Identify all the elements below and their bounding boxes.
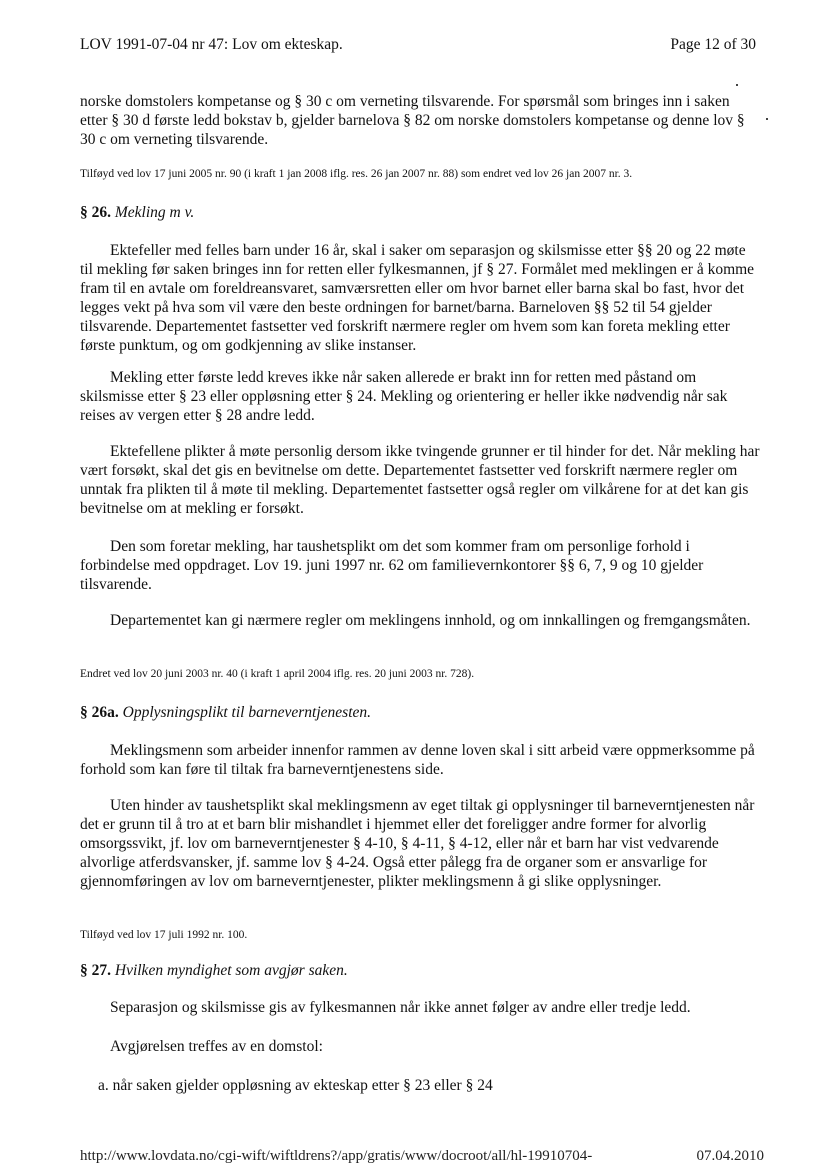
section-27-paragraph-1: Separasjon og skilsmisse gis av fylkesmannen når ikke annet følger av andre eller tredje ledd.: [110, 999, 691, 1016]
section-27-heading: [80, 962, 348, 980]
section-26-title: Mekling m v.: [114, 204, 195, 221]
section-27-paragraph-2: Avgjørelsen treffes av en domstol:: [110, 1038, 323, 1055]
amendment-note-3: Tilføyd ved lov 17 juli 1992 nr. 100.: [80, 929, 248, 941]
section-26a-paragraph-1: Meklingsmenn som arbeider innenfor rammen av denne loven skal i sitt arbeid være oppmerksomme på forhold som kan føre til tiltak fra barneverntjenestens side.: [80, 742, 755, 778]
section-26a-number: § 26a.: [80, 704, 119, 721]
footer-date: 07.04.2010: [696, 1148, 764, 1164]
paragraph-intro: norske domstolers kompetanse og § 30 c om verneting tilsvarende. For spørsmål som bringes inn i saken etter § 30 d første ledd bokstav b, gjelder barnelova § 82 om norske domstolers kompetanse og denne lov § 30 c om verneting tilsvarende.: [80, 93, 745, 148]
section-26-paragraph-3: Ektefellene plikter å møte personlig dersom ikke tvingende grunner er til hinder for det. Når mekling har vært forsøkt, skal det gis en bevitnelse om dette. Departementet fastsetter ved forskrift nærmere regler om unntak fra plikten til å møte til mekling. Departementet fastsetter også regler om vilkårene for at det kan gis bevitnelse om at mekling er forsøkt.: [80, 443, 760, 517]
list-item-a: a. når saken gjelder oppløsning av ekteskap etter § 23 eller § 24: [98, 1077, 493, 1094]
footer-url: http://www.lovdata.no/cgi-wift/wiftldrens?/app/gratis/www/docroot/all/hl-19910704-: [80, 1148, 593, 1164]
document-title: LOV 1991-07-04 nr 47: Lov om ekteskap.: [80, 36, 343, 53]
amendment-note-2: Endret ved lov 20 juni 2003 nr. 40 (i kraft 1 april 2004 iflg. res. 20 juni 2003 nr. 728).: [80, 668, 475, 680]
section-27-title: Hvilken myndighet som avgjør saken.: [114, 962, 348, 979]
section-26a-heading: [80, 704, 371, 722]
section-27-number: § 27.: [80, 962, 111, 979]
section-26-paragraph-1: Ektefeller med felles barn under 16 år, skal i saker om separasjon og skilsmisse etter §§ 20 og 22 møte til mekling før saken bringes inn for retten eller fylkesmannen, jf § 27. Formålet med meklingen er å komme fram til en avtale om foreldreansvaret, samværsretten eller om hvor barnet eller barna skal bo fast, hvor det legges vekt på hva som vil være den beste ordningen for barnet/barna. Barneloven §§ 52 til 54 gjelder tilsvarende. Departementet fastsetter ved forskrift nærmere regler om hvem som kan foreta mekling etter første punktum, og om godkjenning av slike instanser.: [80, 242, 755, 354]
section-26-paragraph-2: Mekling etter første ledd kreves ikke når saken allerede er brakt inn for retten med påstand om skilsmisse etter § 23 eller oppløsning etter § 24. Mekling og orientering er heller ikke nødvendig når sak reises av vergen etter § 28 andre ledd.: [80, 369, 728, 424]
page-number: Page 12 of 30: [670, 36, 756, 53]
section-26-heading: [80, 204, 194, 222]
scan-speck: [736, 84, 738, 86]
section-26-paragraph-4: Den som foretar mekling, har taushetsplikt om det som kommer fram om personlige forhold i forbindelse med oppdraget. Lov 19. juni 1997 nr. 62 om familievernkontorer §§ 6, 7, 9 og 10 gjelder tilsvarende.: [80, 538, 704, 593]
section-26-number: § 26.: [80, 204, 111, 221]
section-26-paragraph-5: Departementet kan gi nærmere regler om meklingens innhold, og om innkallingen og fremgangsmåten.: [110, 612, 751, 629]
section-26a-title: Opplysningsplikt til barneverntjenesten.: [122, 704, 372, 721]
scan-speck: [766, 118, 768, 120]
section-26a-paragraph-2: Uten hinder av taushetsplikt skal meklingsmenn av eget tiltak gi opplysninger til barneverntjenesten når det er grunn til å tro at et barn blir mishandlet i hjemmet eller det foreligger andre former for alvorlig omsorgssvikt, jf. lov om barneverntjenester § 4-10, § 4-11, § 4-12, eller når et barn har vist vedvarende alvorlige atferdsvansker, jf. samme lov § 4-24. Også etter pålegg fra de organer som er ansvarlige for gjennomføringen av lov om barneverntjenester, plikter meklingsmenn å gi slike opplysninger.: [80, 797, 755, 890]
amendment-note-1: Tilføyd ved lov 17 juni 2005 nr. 90 (i kraft 1 jan 2008 iflg. res. 26 jan 2007 nr. 88) som endret ved lov 26 jan 2007 nr. 3.: [80, 168, 633, 180]
